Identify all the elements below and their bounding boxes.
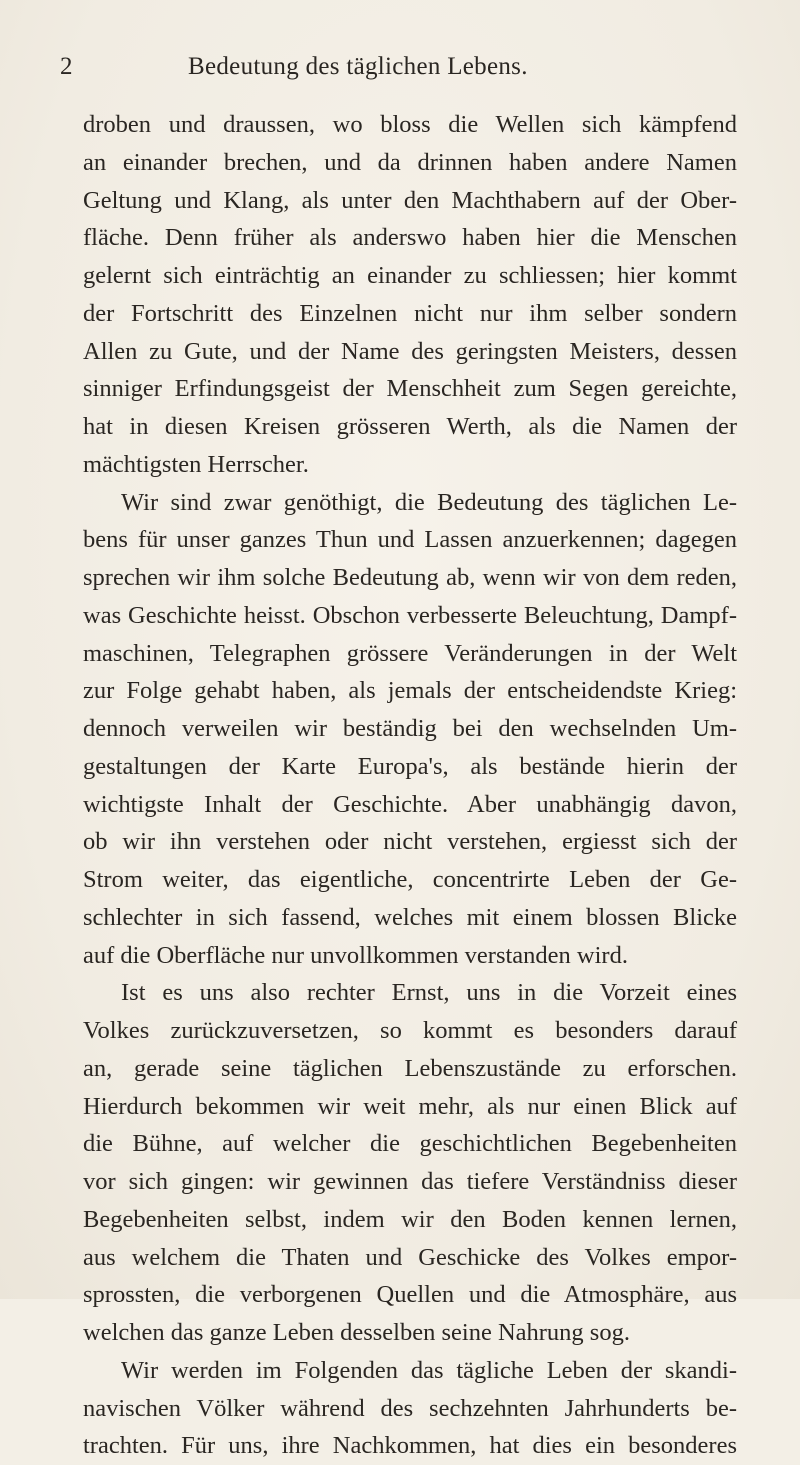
running-title: Bedeutung des täglichen Lebens. [188,53,528,80]
text-line: droben und draussen, wo bloss die Wellen sich kämpfend [83,111,737,138]
text-line: Strom weiter, das eigentliche, concentrirte Leben der Ge- [83,866,737,893]
text-line: sprossten, die verborgenen Quellen und die Atmosphäre, aus [83,1281,737,1309]
text-line: der Fortschritt des Einzelnen nicht nur ihm selber sondern [83,299,737,327]
text-line: navischen Völker während des sechzehnten Jahrhunderts be- [83,1394,737,1422]
text-line: gestaltungen der Karte Europa's, als bestände hierin der [83,752,737,780]
text-line: an einander brechen, und da drinnen haben andere Namen [83,148,737,176]
text-line: sprechen wir ihm solche Bedeutung ab, wenn wir von dem reden, [83,564,737,591]
text-line: Wir werden im Folgenden das tägliche Leben der skandi- [121,1356,737,1384]
text-line: auf die Oberfläche nur unvollkommen verstanden wird. [83,941,628,969]
text-line: Volkes zurückzuversetzen, so kommt es besonders darauf [83,1017,737,1044]
text-line: aus welchem die Thaten und Geschicke des Volkes empor- [83,1243,737,1271]
text-line: Hierdurch bekommen wir weit mehr, als nur einen Blick auf [83,1092,737,1120]
text-line: Allen zu Gute, und der Name des geringsten Meisters, dessen [83,337,737,365]
text-line: fläche. Denn früher als anderswo haben hier die Menschen [83,224,737,252]
text-line: an, gerade seine täglichen Lebenszustände zu erforschen. [83,1054,737,1082]
text-line: mächtigsten Herrscher. [83,450,309,478]
text-line: schlechter in sich fassend, welches mit einem blossen Blicke [83,903,737,931]
text-line: dennoch verweilen wir beständig bei den wechselnden Um- [83,715,737,742]
running-head [60,50,760,84]
text-line: wichtigste Inhalt der Geschichte. Aber unabhängig davon, [83,790,737,818]
body-text [83,106,737,1465]
text-line: Ist es uns also rechter Ernst, uns in die Vorzeit eines [121,979,737,1007]
page-number: 2 [60,53,73,80]
text-line: trachten. Für uns, ihre Nachkommen, hat dies ein besonderes [83,1432,737,1460]
text-line: Wir sind zwar genöthigt, die Bedeutung des täglichen Le- [121,488,737,516]
text-line: was Geschichte heisst. Obschon verbesserte Beleuchtung, Dampf- [83,601,737,629]
text-line: maschinen, Telegraphen grössere Veränderungen in der Welt [83,639,737,667]
text-line: welchen das ganze Leben desselben seine Nahrung sog. [83,1319,630,1346]
text-line: vor sich gingen: wir gewinnen das tiefere Verständniss dieser [83,1168,737,1195]
text-line: die Bühne, auf welcher die geschichtlichen Begebenheiten [83,1130,737,1158]
text-line: sinniger Erfindungsgeist der Menschheit zum Segen gereichte, [83,375,737,403]
text-line: gelernt sich einträchtig an einander zu schliessen; hier kommt [83,262,737,289]
text-line: bens für unser ganzes Thun und Lassen anzuerkennen; dagegen [83,526,737,554]
text-line: zur Folge gehabt haben, als jemals der entscheidendste Krieg: [83,677,737,705]
text-line: hat in diesen Kreisen grösseren Werth, als die Namen der [83,413,737,440]
text-line: Begebenheiten selbst, indem wir den Boden kennen lernen, [83,1205,737,1233]
text-line: Geltung und Klang, als unter den Machthabern auf der Ober- [83,186,737,214]
text-line: ob wir ihn verstehen oder nicht verstehen, ergiesst sich der [83,828,737,856]
